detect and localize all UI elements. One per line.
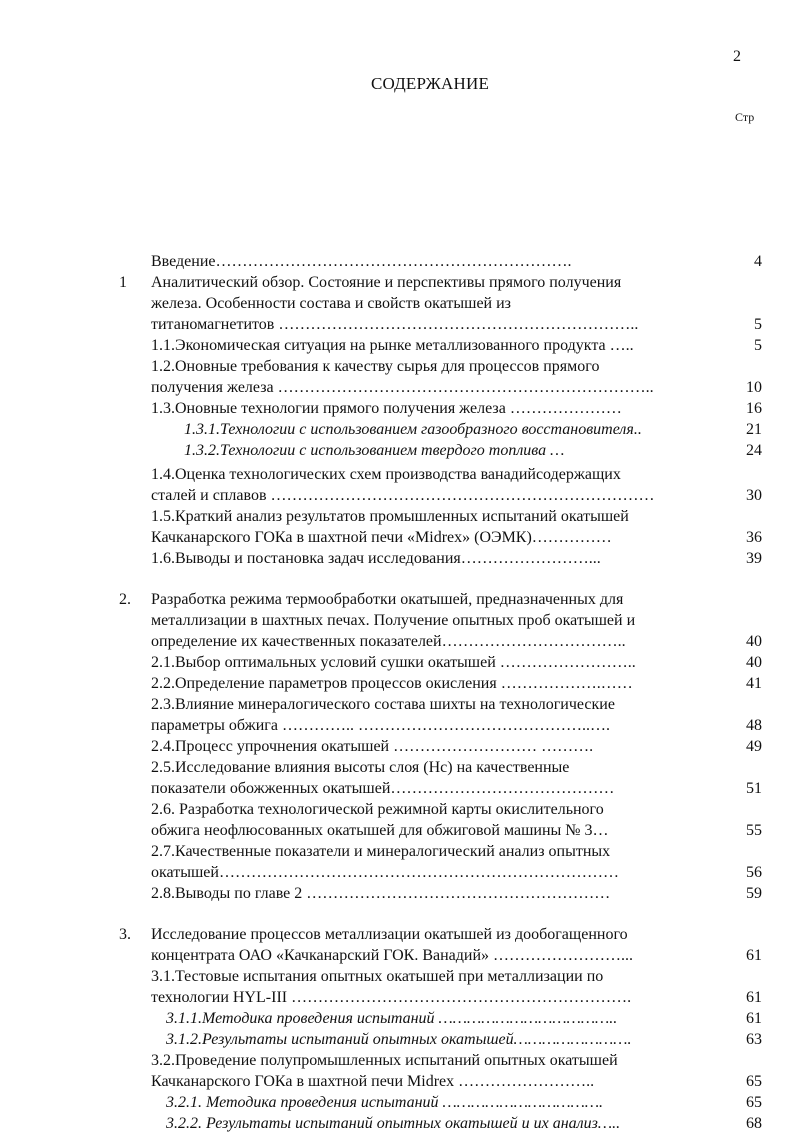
toc-entry-page: 36 (746, 529, 762, 546)
toc-entry-title: 2.1.Выбор оптимальных условий сушки окатышей …………………….. (151, 654, 636, 671)
toc-entry-title: 3.1.2.Результаты испытаний опытных окатышей……………………. (166, 1031, 632, 1048)
toc-entry-page: 49 (746, 738, 762, 755)
page-title: СОДЕРЖАНИЕ (370, 74, 490, 93)
toc-entry-page: 61 (746, 947, 762, 964)
toc-entry-title: Разработка режима термообработки окатышей, предназначенных для металлизации в шахтных печах. Получение опытных проб окатышей и определение их качественных показателей…………………………….. (151, 591, 636, 650)
toc-entry-page: 24 (746, 442, 762, 459)
toc-entry-title: 2.2.Определение параметров процессов окисления ……………….…… (151, 675, 633, 692)
toc-entry-page: 65 (746, 1073, 762, 1090)
toc-entry-title: 1.1.Экономическая ситуация на рынке металлизованного продукта ….. (151, 337, 634, 354)
toc-entry-title: 2.3.Влияние минералогического состава шихты на технологические параметры обжига ………….. ……………………………………..…. (151, 696, 615, 734)
toc-entry-title: 2.4.Процесс упрочнения окатышей ……………………… ………. (151, 738, 594, 755)
page-column-header: Стр (735, 110, 755, 124)
toc-entry-page: 61 (746, 989, 762, 1006)
toc-entry-title: 3.2.Проведение полупромышленных испытаний опытных окатышей Качканарского ГОКа в шахтной печи Midrex …………………….. (151, 1052, 618, 1090)
toc-entry-page: 5 (754, 316, 762, 333)
toc-entry-title: 1.4.Оценка технологических схем производства ванадийсодержащих сталей и сплавов ……………………………………………………………… (151, 466, 655, 504)
toc-entry-title: 2.6. Разработка технологической режимной карты окислительного обжига неофлюсованных окатышей для обжиговой машины № 3… (151, 801, 609, 839)
toc-entry-title: 2.7.Качественные показатели и минералогический анализ опытных окатышей………………………………………………………………… (151, 843, 619, 881)
toc-entry-page: 4 (754, 253, 762, 270)
toc-entry-title: 1.3.Оновные технологии прямого получения железа ………………… (151, 400, 622, 417)
toc-entry-page: 55 (746, 822, 762, 839)
toc-entry-page: 21 (746, 421, 762, 438)
toc-entry-page: 65 (746, 1094, 762, 1111)
toc-entry-page: 68 (746, 1115, 762, 1132)
toc-entry-page: 41 (746, 675, 762, 692)
toc-entry-title: 1.6.Выводы и постановка задач исследования……………………... (151, 550, 601, 567)
toc-entry-page: 59 (746, 885, 762, 902)
toc-entry-title: 1.3.1.Технологии с использованием газообразного восстановителя.. (184, 421, 642, 438)
toc-entry-page: 61 (746, 1010, 762, 1027)
toc-entry-title: 3.2.1. Методика проведения испытаний ……………………………. (166, 1094, 604, 1111)
toc-entry-page: 30 (746, 487, 762, 504)
toc-entry-title: 1.5.Краткий анализ результатов промышленных испытаний окатышей Качканарского ГОКа в шахтной печи «Midrex» (ОЭМК)…………… (151, 508, 629, 546)
toc-entry-page: 5 (754, 337, 762, 354)
toc-entry-title: 3.1.1.Методика проведения испытаний ……………………………….. (166, 1010, 618, 1027)
toc-entry-number: 2. (119, 591, 131, 608)
toc-entry-number: 3. (119, 926, 131, 943)
toc-entry-page: 56 (746, 864, 762, 881)
toc-entry-title: 3.2.2. Результаты испытаний опытных окатышей и их анализ….. (166, 1115, 621, 1132)
toc-entry-number: 1 (119, 274, 127, 291)
toc-entry-page: 10 (746, 379, 762, 396)
toc-entry-title: Исследование процессов металлизации окатышей из дообогащенного концентрата ОАО «Качканарский ГОК. Ванадий» ……………………... (151, 926, 634, 964)
toc-entry-page: 48 (746, 717, 762, 734)
toc-entry-title: 2.8.Выводы по главе 2 ………………………………………………… (151, 885, 611, 902)
toc-entry-title: 1.2.Оновные требования к качеству сырья для процессов прямого получения железа …………………………………………………………….. (151, 358, 654, 396)
toc-entry-title: 3.1.Тестовые испытания опытных окатышей при металлизации по технологии HYL-III ………………………………………………………. (151, 968, 632, 1006)
toc-entry-page: 39 (746, 550, 762, 567)
toc-entry-title: Введение…………………………………………………………. (151, 253, 572, 270)
toc-entry-title: Аналитический обзор. Состояние и перспективы прямого получения железа. Особенности состава и свойств окатышей из титаномагнетитов ………………………………………………………….. (151, 274, 639, 333)
toc-entry-page: 40 (746, 654, 762, 671)
toc-entry-title: 2.5.Исследование влияния высоты слоя (Нс) на качественные показатели обожженных окатышей…………………………………… (151, 759, 615, 797)
toc-entry-page: 51 (746, 780, 762, 797)
toc-entry-title: 1.3.2.Технологии с использованием твердого топлива … (184, 442, 565, 459)
toc-entry-page: 16 (746, 400, 762, 417)
toc-entry-page: 40 (746, 633, 762, 650)
page-number: 2 (733, 48, 741, 65)
toc-entry-page: 63 (746, 1031, 762, 1048)
